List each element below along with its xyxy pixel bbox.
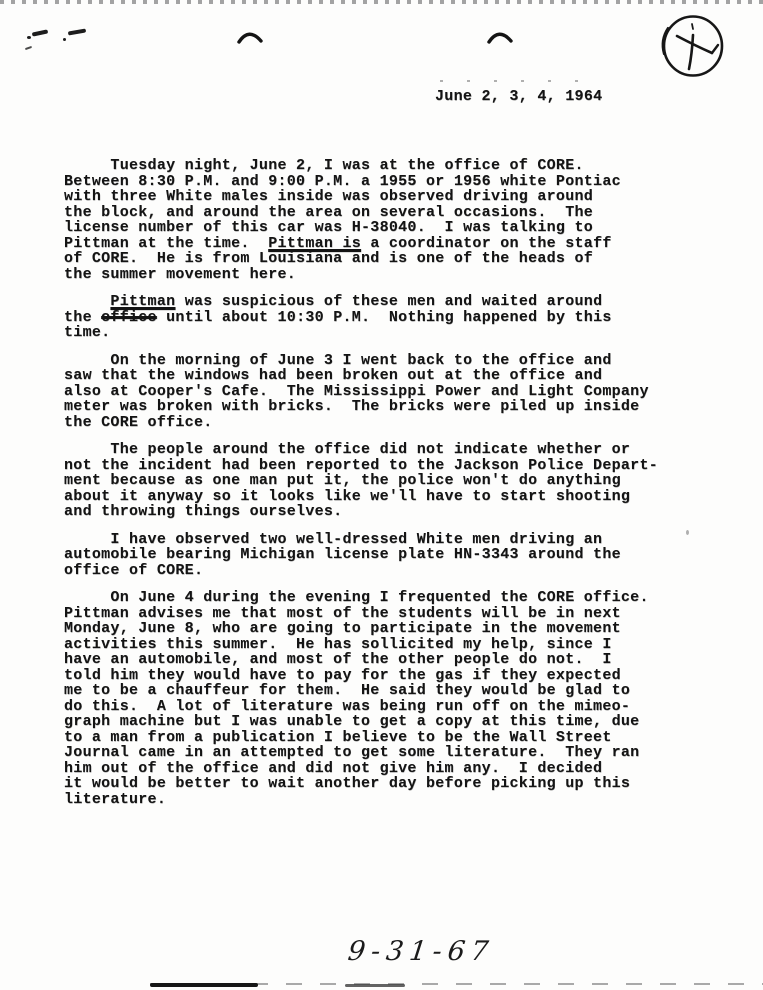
- paragraph: [64, 442, 684, 520]
- document-body: [64, 158, 684, 819]
- text-line: [64, 368, 684, 384]
- text-line: [64, 205, 684, 221]
- document-date: June 2, 3, 4, 1964: [435, 88, 603, 105]
- text-line: [64, 590, 684, 606]
- perforated-edge-dark-segment: [345, 984, 405, 987]
- text-line: [64, 325, 684, 341]
- text-segment: have an automobile, and most of the other people do not. I: [64, 651, 612, 668]
- text-line: [64, 563, 684, 579]
- ink-smudge: [27, 36, 31, 39]
- text-segment: On June 4 during the evening I frequented the CORE office.: [64, 589, 649, 606]
- text-segment: Journal came in an attempted to get some literature. They ran: [64, 744, 640, 761]
- text-line: [64, 683, 684, 699]
- text-line: [64, 637, 684, 653]
- text-line: [64, 776, 684, 792]
- text-segment: license number of this car was H-38040. I was talking to: [64, 219, 594, 236]
- text-line: [64, 220, 684, 236]
- text-line: [64, 384, 684, 400]
- text-segment: saw that the windows had been broken out at the office and: [64, 367, 603, 384]
- perforated-edge-top: [0, 0, 763, 4]
- text-line: [64, 668, 684, 684]
- text-line: [64, 294, 684, 310]
- text-segment: the summer movement here.: [64, 265, 297, 283]
- text-segment: graph machine but I was unable to get a copy at this time, due: [64, 713, 640, 730]
- text-line: [64, 504, 684, 520]
- text-segment: meter was broken with bricks. The bricks were piled up inside: [64, 398, 640, 415]
- text-line: [64, 442, 684, 458]
- paragraph: [64, 590, 684, 807]
- text-line: [64, 473, 684, 489]
- paragraph: [64, 532, 684, 579]
- text-segment: do this. A lot of literature was being run off on the mimeo-: [64, 697, 631, 715]
- paragraph: [64, 294, 684, 341]
- text-line: [64, 606, 684, 622]
- text-segment: activities this summer. He has sollicited my help, since I: [64, 635, 612, 653]
- perforated-edge-dark-segment: [150, 983, 258, 987]
- text-line: [64, 236, 684, 252]
- text-segment: told him they would have to pay for the gas if they expected: [64, 666, 621, 684]
- text-line: [64, 458, 684, 474]
- text-segment: him out of the office and did not give him any. I decided: [64, 759, 603, 777]
- text-segment: and throwing things ourselves.: [64, 503, 343, 520]
- text-segment: not the incident had been reported to the Jackson Police Depart-: [64, 456, 659, 474]
- text-line: [64, 251, 684, 267]
- text-line: [64, 745, 684, 761]
- text-segment: to a man from a publication I believe to be the Wall Street: [64, 728, 612, 746]
- scan-speck: [686, 530, 689, 535]
- text-line: [64, 267, 684, 283]
- text-line: [64, 699, 684, 715]
- text-segment: it would be better to wait another day before picking up this: [64, 775, 631, 792]
- text-segment: I have observed two well-dressed White men driving an: [64, 530, 603, 548]
- text-segment: On the morning of June 3 I went back to the office and: [64, 351, 612, 369]
- text-line: [64, 792, 684, 808]
- ink-smudge: [63, 38, 66, 41]
- text-line: [64, 761, 684, 777]
- text-segment: time.: [64, 324, 111, 341]
- text-line: [64, 532, 684, 548]
- text-segment: Tuesday night, June 2, I was at the office of CORE.: [64, 157, 584, 174]
- text-line: [64, 415, 684, 431]
- pen-arc-mark-icon: [486, 29, 514, 45]
- text-line: [64, 158, 684, 174]
- text-segment: me to be a chauffeur for them. He said they would be glad to: [64, 682, 631, 699]
- text-line: [64, 310, 684, 326]
- pen-arc-mark-icon: [236, 29, 264, 45]
- text-segment: Monday, June 8, who are going to participate in the movement: [64, 620, 621, 637]
- text-line: [64, 189, 684, 205]
- text-line: [64, 547, 684, 563]
- text-segment: [64, 293, 110, 310]
- handwritten-date-note: 9-31-67: [346, 936, 497, 967]
- scan-specks: [440, 80, 590, 82]
- text-line: [64, 730, 684, 746]
- text-segment: also at Cooper's Cafe. The Mississippi Power and Light Company: [64, 382, 649, 400]
- text-segment: until about 10:30 P.M. Nothing happened by this: [156, 308, 612, 326]
- text-line: [64, 353, 684, 369]
- strikethrough-text: office: [101, 308, 157, 326]
- text-segment: The people around the office did not indicate whether or: [64, 441, 631, 458]
- text-segment: of CORE. He is from Louisiana and is one of the heads of: [64, 250, 594, 267]
- text-line: [64, 621, 684, 637]
- text-line: [64, 174, 684, 190]
- underline-text: Pittman: [110, 293, 176, 310]
- text-segment: the block, and around the area on several occasions. The: [64, 203, 594, 221]
- text-segment: Pittman at the time.: [64, 234, 269, 252]
- text-segment: a coordinator on the staff: [361, 234, 612, 252]
- text-line: [64, 489, 684, 505]
- text-line: [64, 399, 684, 415]
- underline-text: Pittman is: [268, 234, 362, 252]
- text-segment: was suspicious of these men and waited around: [175, 293, 603, 310]
- ink-smudge: [32, 29, 48, 36]
- circled-annotation-icon: [652, 6, 744, 96]
- text-line: [64, 714, 684, 730]
- text-line: [64, 652, 684, 668]
- paragraph: [64, 158, 684, 282]
- text-segment: with three White males inside was observed driving around: [64, 188, 594, 205]
- text-segment: office of CORE.: [64, 561, 204, 579]
- ink-smudge: [68, 28, 86, 35]
- text-segment: Pittman advises me that most of the students will be in next: [64, 604, 621, 622]
- text-segment: literature.: [64, 790, 167, 808]
- text-segment: about it anyway so it looks like we'll have to start shooting: [64, 487, 631, 505]
- paragraph: [64, 353, 684, 431]
- text-segment: the CORE office.: [64, 413, 213, 431]
- ink-smudge: [25, 46, 32, 50]
- text-segment: ment because as one man put it, the police won't do anything: [64, 472, 621, 489]
- text-segment: automobile bearing Michigan license plate HN-3343 around the: [64, 546, 621, 563]
- text-segment: the: [64, 308, 102, 326]
- text-segment: Between 8:30 P.M. and 9:00 P.M. a 1955 or 1956 white Pontiac: [64, 172, 621, 190]
